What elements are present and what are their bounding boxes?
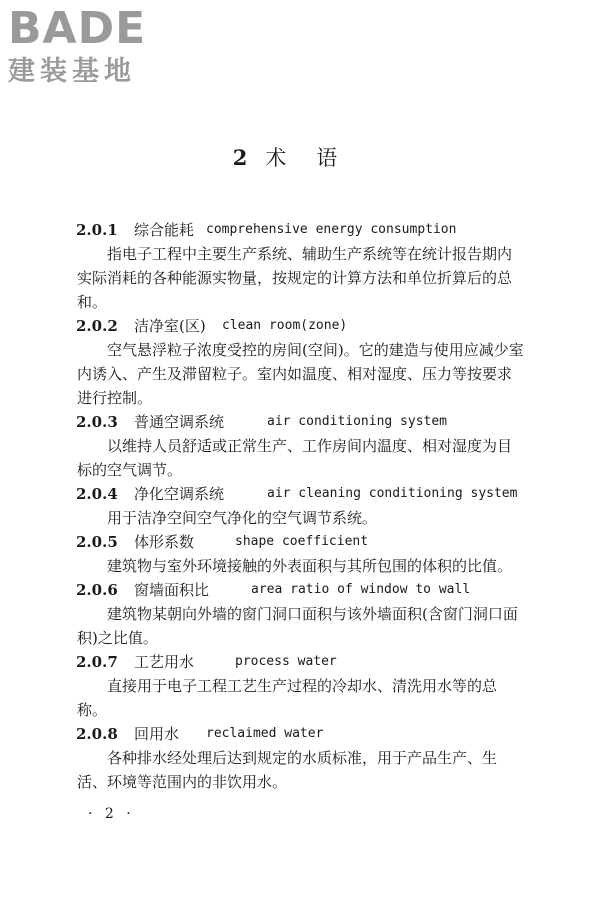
term-entry xyxy=(0,218,600,314)
term-definition: 空气悬浮粒子浓度受控的房间(空间)。它的建造与使用应减少室内诱入、产生及滞留粒子。室内如温度、相对湿度、压力等按要求进行控制。 xyxy=(77,341,524,407)
chapter-heading xyxy=(0,144,600,172)
term-header xyxy=(0,482,600,506)
chapter-number: 2 xyxy=(232,145,248,170)
term-definition: 直接用于电子工程工艺生产过程的冷却水、清洗用水等的总称。 xyxy=(77,677,498,719)
chapter-title: 术语 xyxy=(265,146,368,170)
term-en: air cleaning conditioning system xyxy=(267,486,518,501)
term-en: air conditioning system xyxy=(267,414,448,429)
logo-brand-text: BADE xyxy=(8,3,147,54)
term-zh: 普通空调系统 xyxy=(134,413,225,431)
term-definition: 建筑物某朝向外墙的窗门洞口面积与该外墙面积(含窗门洞口面积)之比值。 xyxy=(77,605,518,647)
term-entry xyxy=(0,650,600,722)
term-en: process water xyxy=(235,654,337,669)
term-entry xyxy=(0,314,600,410)
term-header xyxy=(0,410,600,434)
term-entry xyxy=(0,722,600,794)
term-definition: 建筑物与室外环境接触的外表面积与其所包围的体积的比值。 xyxy=(107,557,513,575)
term-zh: 综合能耗 xyxy=(134,221,195,239)
term-entry xyxy=(0,482,600,530)
term-code: 2.0.8 xyxy=(76,725,118,743)
term-zh: 净化空调系统 xyxy=(134,485,225,503)
term-header xyxy=(0,218,600,242)
term-code: 2.0.7 xyxy=(76,653,118,671)
term-code: 2.0.1 xyxy=(76,221,118,239)
term-definition: 以维持人员舒适或正常生产、工作房间内温度、相对湿度为目标的空气调节。 xyxy=(77,437,513,479)
term-zh: 体形系数 xyxy=(134,533,195,551)
term-code: 2.0.6 xyxy=(76,581,118,599)
term-en: shape coefficient xyxy=(235,534,369,549)
term-en: area ratio of window to wall xyxy=(251,582,471,597)
term-entry xyxy=(0,578,600,650)
term-en: reclaimed water xyxy=(206,726,324,741)
term-zh: 窗墙面积比 xyxy=(134,581,210,599)
term-entry xyxy=(0,410,600,482)
term-definition: 指电子工程中主要生产系统、辅助生产系统等在统计报告期内实际消耗的各种能源实物量，按规定的计算方法和单位折算后的总和。 xyxy=(77,245,513,311)
term-zh: 洁净室(区) xyxy=(134,317,206,335)
term-header xyxy=(0,722,600,746)
brand-logo xyxy=(8,4,146,88)
term-header xyxy=(0,530,600,554)
term-definition: 各种排水经处理后达到规定的水质标准，用于产品生产、生活、环境等范围内的非饮用水。 xyxy=(77,749,498,791)
term-code: 2.0.5 xyxy=(76,533,118,551)
logo-subtitle: 建装基地 xyxy=(8,56,136,87)
term-en: comprehensive energy consumption xyxy=(206,222,457,237)
term-code: 2.0.2 xyxy=(76,317,118,335)
term-header xyxy=(0,578,600,602)
term-definition: 用于洁净空间空气净化的空气调节系统。 xyxy=(107,509,378,527)
term-en: clean room(zone) xyxy=(222,318,348,333)
terms-list xyxy=(0,218,600,794)
term-entry xyxy=(0,530,600,578)
page-number: · 2 · xyxy=(88,806,135,822)
term-code: 2.0.4 xyxy=(76,485,118,503)
term-zh: 回用水 xyxy=(134,725,180,743)
term-zh: 工艺用水 xyxy=(134,653,195,671)
term-header xyxy=(0,314,600,338)
term-code: 2.0.3 xyxy=(76,413,118,431)
term-header xyxy=(0,650,600,674)
